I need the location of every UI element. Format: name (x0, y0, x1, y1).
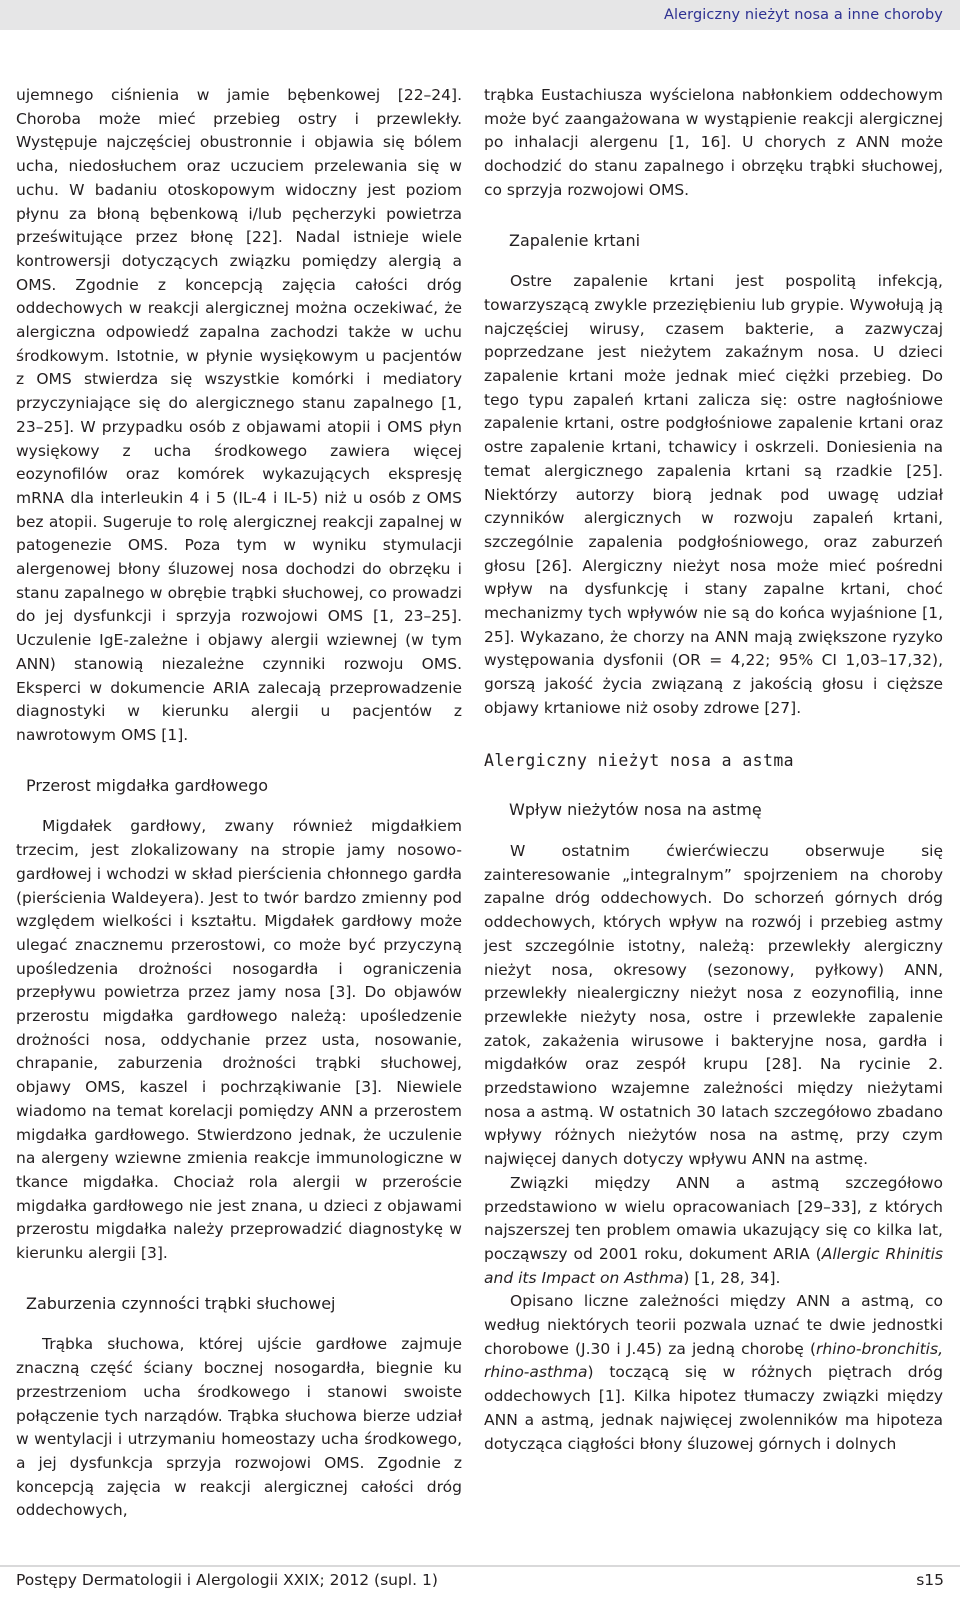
page-footer (0, 1565, 960, 1598)
page-number: s15 (916, 1571, 944, 1589)
right-paragraph-5-start: Opisano liczne zależności między ANN a astmą, co według niektórych teorii pozwala uznać te dwie jednostki chorobowe (J.30 i J.45) za jedną chorobę ( (484, 1292, 943, 1358)
right-paragraph-3: W ostatnim ćwierćwieczu obserwuje się zainteresowanie „integralnym” spojrzeniem na choroby zapalne dróg oddechowych. Do schorzeń górnych dróg oddechowych, których wpływ na rozwój i przebieg astmy jest szczególnie istotny, należą: przewlekły alergiczny nieżyt nosa, okresowy (sezonowy, pyłkowy) ANN, przewlekły niealergiczny nieżyt nosa z eozynofilią, inne przewlekłe nieżyty nosa, ostre i przewlekłe zapalenie zatok, zakażenia wirusowe i bakteryjne nosa, gardła i migdałków oraz zespół krupu [28]. Na rycinie 2. przedstawiono wzajemne zależności między nieżytami nosa a astmą. W ostatnich 30 latach szczegółowo zbadano wpływy różnych nieżytów nosa na astmę, przy czym najwięcej danych dotyczy wpływu ANN na astmę. (484, 841, 943, 1169)
left-paragraph-2: Migdałek gardłowy, zwany również migdałkiem trzecim, jest zlokalizowany na stropie jamy nosowo-gardłowej i wchodzi w skład pierścienia chłonnego gardła (pierścienia Waldeyera). Jest to twór bardzo zmienny pod względem wielkości i kształtu. Migdałek gardłowy może ulegać znacznemu przerostowi, co może być przyczyną upośledzenia drożności nosogardła i ograniczenia przepływu powietrza przez jamy nosa [3]. Do objawów przerostu migdałka gardłowego należą: upośledzenie drożności nosa, oddychanie przez usta, nosowanie, chrapanie, zaburzenia drożności trąbki słuchowej, objawy OMS, kaszel i pochrząkiwanie [3]. Niewiele wiadomo na temat korelacji pomiędzy ANN a przerostem migdałka gardłowego. Stwierdzono jednak, że uczulenie na alergeny wziewne zmienia reakcje immunologiczne w tkance migdałka. Chociaż rola alergii w przeroście migdałka gardłowego nie jest znana, u dzieci z objawami przerostu migdałka należy przeprowadzić diagnostykę w kierunku alergii [3]. (16, 817, 462, 1263)
heading-adenoid-hypertrophy: Przerost migdałka gardłowego (26, 775, 269, 795)
section-heading-rhinitis-asthma: Alergiczny nieżyt nosa a astma (484, 750, 795, 770)
left-column (16, 84, 462, 1523)
right-paragraph-5-end: ) toczącą się w różnych piętrach dróg oddechowych [1]. Kilka hipotez tłumaczy związki między ANN a astmą, jednak najwięcej zwolenników ma hipoteza dotycząca ciągłości błony śluzowej górnych i dolnych (484, 1363, 943, 1453)
heading-eustachian-tube-dysfunction: Zaburzenia czynności trąbki słuchowej (26, 1293, 336, 1313)
left-paragraph-3: Trąbka słuchowa, której ujście gardłowe zajmuje znaczną część ściany bocznej nosogardła, biegnie ku przestrzeniom ucha środkowego i stanowi swoiste połączenie tych narządów. Trąbka słuchowa bierze udział w wentylacji i utrzymaniu homeostazy ucha środkowego, a jej dysfunkcja sprzyja rozwojowi OMS. Zgodnie z koncepcją zajęcia w reakcji alergicznej całości dróg oddechowych, (16, 1335, 462, 1520)
rhino-bronchitis-term: rhino-bronchitis, rhino-asthma (484, 1339, 943, 1382)
right-paragraph-2: Ostre zapalenie krtani jest pospolitą infekcją, towarzyszącą zwykle przeziębieniu lub grypie. Wywołują ją najczęściej wirusy, czasem bakterie, a zazwyczaj poprzedzane jest nieżytem zakaźnym nosa. U dzieci zapalenie krtani może jednak mieć ciężki przebieg. Do tego typu zapaleń krtani zalicza się: ostre nagłośniowe zapalenie krtani, ostre podgłośniowe zapalenie krtani oraz ostre zapalenie krtani, tchawicy i oskrzeli. Doniesienia na temat alergicznego zapalenia krtani są rzadkie [25]. Niektórzy autorzy biorą jednak pod uwagę udział czynników alergicznych w rozwoju zapaleń krtani, szczególnie zapalenia podgłośniowego, oraz zaburzeń głosu [26]. Alergiczny nieżyt nosa może mieć pośredni wpływ na dysfunkcję i stany zapalne krtani, choć mechanizmy tych wpływów nie są do końca wyjaśnione [1, 25]. Wykazano, że chorzy na ANN mają zwiększone ryzyko występowania dysfonii (OR = 4,22; 95% CI 1,03–17,32), gorszą jakość życia związaną z jakością głosu i cięższe objawy krtaniowe niż osoby zdrowe [27]. (484, 272, 943, 717)
left-paragraph-1: ujemnego ciśnienia w jamie bębenkowej [22–24]. Choroba może mieć przebieg ostry i przewlekły. Występuje najczęściej obustronnie i objawia się bólem ucha, niedosłuchem oraz uczuciem przelewania się w uchu. W badaniu otoskopowym widoczny jest poziom płynu za błoną bębenkową i/lub pęcherzyki powietrza prześwitujące przez błonę [22]. Nadal istnieje wiele kontrowersji dotyczących związku pomiędzy alergią a OMS. Zgodnie z koncepcją zajęcia całości dróg oddechowych w reakcji alergicznej można oczekiwać, że alergiczna odpowiedź zapalna zachodzi także w uchu środkowym. Istotnie, w płynie wysiękowym u pacjentów z OMS stwierdza się wszystkie komórki i mediatory przyczyniające się do alergicznego stanu zapalnego [1, 23–25]. W przypadku osób z objawami atopii i OMS płyn wysiękowy z ucha środkowego zawiera więcej eozynofilów oraz komórek wykazujących ekspresję mRNA dla interleukin 4 i 5 (IL-4 i IL-5) niż u osób z OMS bez atopii. Sugeruje to rolę alergicznej reakcji zapalnej w patogenezie OMS. Poza tym w wyniku stymulacji alergenowej błony śluzowej nosa dochodzi do obrzęku i stanu zapalnego w obrębie trąbki słuchowej, co prowadzi do jej dysfunkcji i sprzyja rozwojowi OMS [1, 23–25]. Uczulenie IgE-zależne i objawy alergii wziewnej (w tym ANN) stanowią niezależne czynniki rozwoju OMS. Eksperci w dokumencie ARIA zalecają przeprowadzenie diagnostyki w kierunku alergii u pacjentów z nawrotowym OMS [1]. (16, 86, 462, 744)
right-paragraph-4-start: Związki między ANN a astmą szczegółowo przedstawiono w wielu opracowaniach [29–33], z których najszerszej ten problem omawia ukazujący się co kilka lat, począwszy od 2001 roku, dokument ARIA ( (484, 1173, 943, 1263)
running-head: Alergiczny nieżyt nosa a inne choroby (664, 7, 943, 23)
heading-laryngitis: Zapalenie krtani (509, 230, 641, 250)
aria-document-title: Allergic Rhinitis and its Impact on Asthma (484, 1244, 943, 1287)
heading-rhinitis-impact-on-asthma: Wpływ nieżytów nosa na astmę (509, 800, 762, 820)
right-paragraph-4 (484, 1172, 943, 1291)
right-paragraph-4-end: ) [1, 28, 34]. (683, 1268, 781, 1287)
right-column (484, 84, 943, 1456)
journal-citation: Postępy Dermatologii i Alergologii XXIX; 2012 (supl. 1) (16, 1571, 438, 1589)
right-paragraph-5 (484, 1290, 943, 1456)
right-paragraph-1: trąbka Eustachiusza wyścielona nabłonkiem oddechowym może być zaangażowana w wystąpienie reakcji alergicznej po inhalacji alergenu [1, 16]. U chorych z ANN może dochodzić do stanu zapalnego i obrzęku trąbki słuchowej, co sprzyja rozwojowi OMS. (484, 86, 943, 199)
